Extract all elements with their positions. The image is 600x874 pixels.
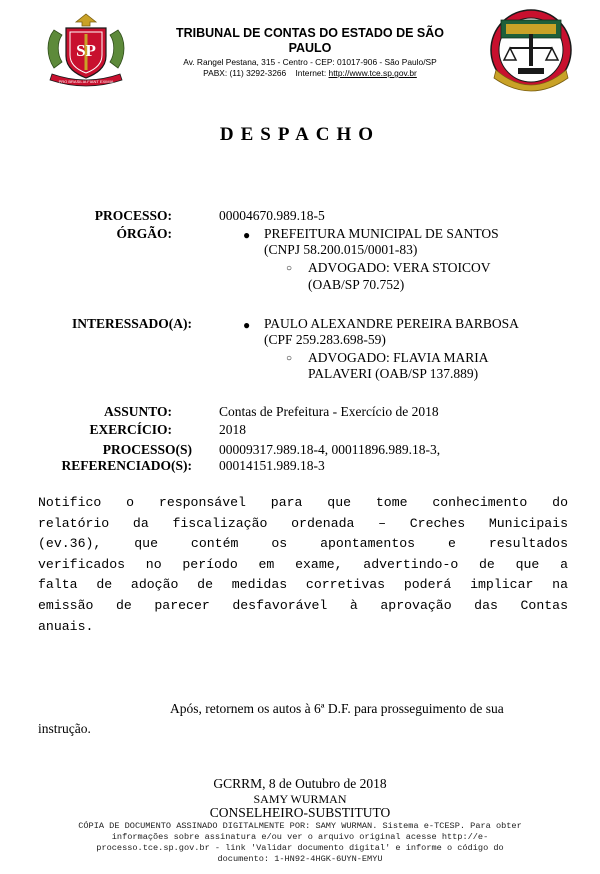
- exercicio-value: 2018: [219, 422, 246, 437]
- institution-name-line2: PAULO: [288, 41, 332, 55]
- paragraph-line: verificados no período em exame, advertindo-o de que a: [38, 556, 568, 572]
- phone: PABX: (11) 3292-3266: [203, 68, 287, 78]
- footer-line: documento: 1-HN92-4HGK-6UYN-EMYU: [217, 854, 383, 864]
- orgao-name: PREFEITURA MUNICIPAL DE SANTOS: [264, 226, 499, 241]
- interessado-cpf: (CPF 259.283.698-59): [264, 332, 386, 347]
- paragraph-line: anuais.: [38, 618, 94, 634]
- orgao-cnpj: (CNPJ 58.200.015/0001-83): [264, 242, 418, 257]
- sub-bullet-icon: ○: [286, 263, 293, 274]
- processos-referenciados-line1: 00009317.989.18-4, 00011896.989.18-3,: [219, 442, 441, 457]
- institution-name-line1: TRIBUNAL DE CONTAS DO ESTADO DE SÃO: [175, 26, 445, 40]
- signature-place-date: GCRRM, 8 de Outubro de 2018: [213, 776, 387, 791]
- address-line: Av. Rangel Pestana, 315 - Centro - CEP: 01017-906 - São Paulo/SP: [183, 57, 437, 67]
- processos-referenciados-line2: 00014151.989.18-3: [219, 458, 325, 473]
- closing-line-2: instrução.: [38, 721, 91, 736]
- seal-letters: SP: [76, 41, 96, 60]
- closing-line-1: Após, retornem os autos à 6ª D.F. para prosseguimento de sua: [170, 701, 504, 716]
- footer-line: informações sobre assinatura e/ou ver o arquivo original acesse http://e-: [111, 832, 489, 842]
- assunto-value: Contas de Prefeitura - Exercício de 2018: [219, 404, 439, 419]
- interessado-label: INTERESSADO(A):: [71, 316, 192, 331]
- notification-paragraph: [38, 493, 568, 637]
- paragraph-line: falta de adoção de medidas corretivas poderá implicar na: [38, 577, 568, 593]
- interessado-advogado-oab: PALAVERI (OAB/SP 137.889): [308, 366, 479, 381]
- paragraph-line: relatório da fiscalização ordenada – Creches Municipais: [38, 515, 568, 531]
- sub-bullet-icon: ○: [286, 353, 293, 364]
- interessado-advogado: ADVOGADO: FLAVIA MARIA: [308, 350, 489, 365]
- signature-role: CONSELHEIRO-SUBSTITUTO: [209, 805, 391, 820]
- contact-line: [150, 68, 470, 79]
- institution-name: [150, 26, 470, 56]
- processos-referenciados-label: [30, 442, 192, 474]
- footer-line: processo.tce.sp.gov.br - link 'Validar documento digital' e informe o código do: [96, 843, 504, 853]
- exercicio-label: EXERCÍCIO:: [89, 422, 172, 437]
- assunto-label: ASSUNTO:: [103, 404, 172, 419]
- letterhead: [0, 0, 600, 100]
- paragraph-line: Notifico o responsável para que tome conhecimento do: [38, 495, 568, 510]
- bullet-icon: ●: [243, 228, 251, 242]
- footer-line: CÓPIA DE DOCUMENTO ASSINADO DIGITALMENTE POR: SAMY WURMAN. Sistema e-TCESP. Para obter: [78, 821, 522, 831]
- bullet-icon: ●: [243, 318, 251, 332]
- orgao-advogado: ADVOGADO: VERA STOICOV: [308, 260, 491, 275]
- processo-value: 00004670.989.18-5: [219, 208, 325, 223]
- orgao-advogado-oab: (OAB/SP 70.752): [308, 277, 405, 292]
- processos-referenciados-label-line2: REFERENCIADO(S):: [61, 458, 192, 473]
- sao-paulo-coat-of-arms-icon: [42, 10, 130, 90]
- institution-address: [150, 57, 470, 79]
- signature-name: SAMY WURMAN: [253, 792, 347, 806]
- orgao-label: ÓRGÃO:: [116, 226, 172, 241]
- seal-ribbon-text: PRO BRASILIA FIANT EXIMIA: [58, 79, 114, 84]
- processos-referenciados-label-line1: PROCESSO(S): [102, 442, 192, 457]
- paragraph-line: emissão de parecer desfavorável à aprovação das Contas: [38, 597, 568, 613]
- processo-label: PROCESSO:: [94, 208, 172, 223]
- website-link[interactable]: http://www.tce.sp.gov.br: [328, 68, 417, 78]
- document-title: DESPACHO: [219, 124, 381, 145]
- paragraph-line: (ev.36), que contém os apontamentos e resultados: [38, 536, 568, 552]
- digital-signature-footer: [30, 821, 570, 865]
- internet-label: Internet:: [295, 68, 327, 78]
- processos-referenciados-value: [219, 442, 440, 474]
- interessado-name: PAULO ALEXANDRE PEREIRA BARBOSA: [264, 316, 519, 331]
- tce-sp-emblem-icon: [488, 8, 574, 92]
